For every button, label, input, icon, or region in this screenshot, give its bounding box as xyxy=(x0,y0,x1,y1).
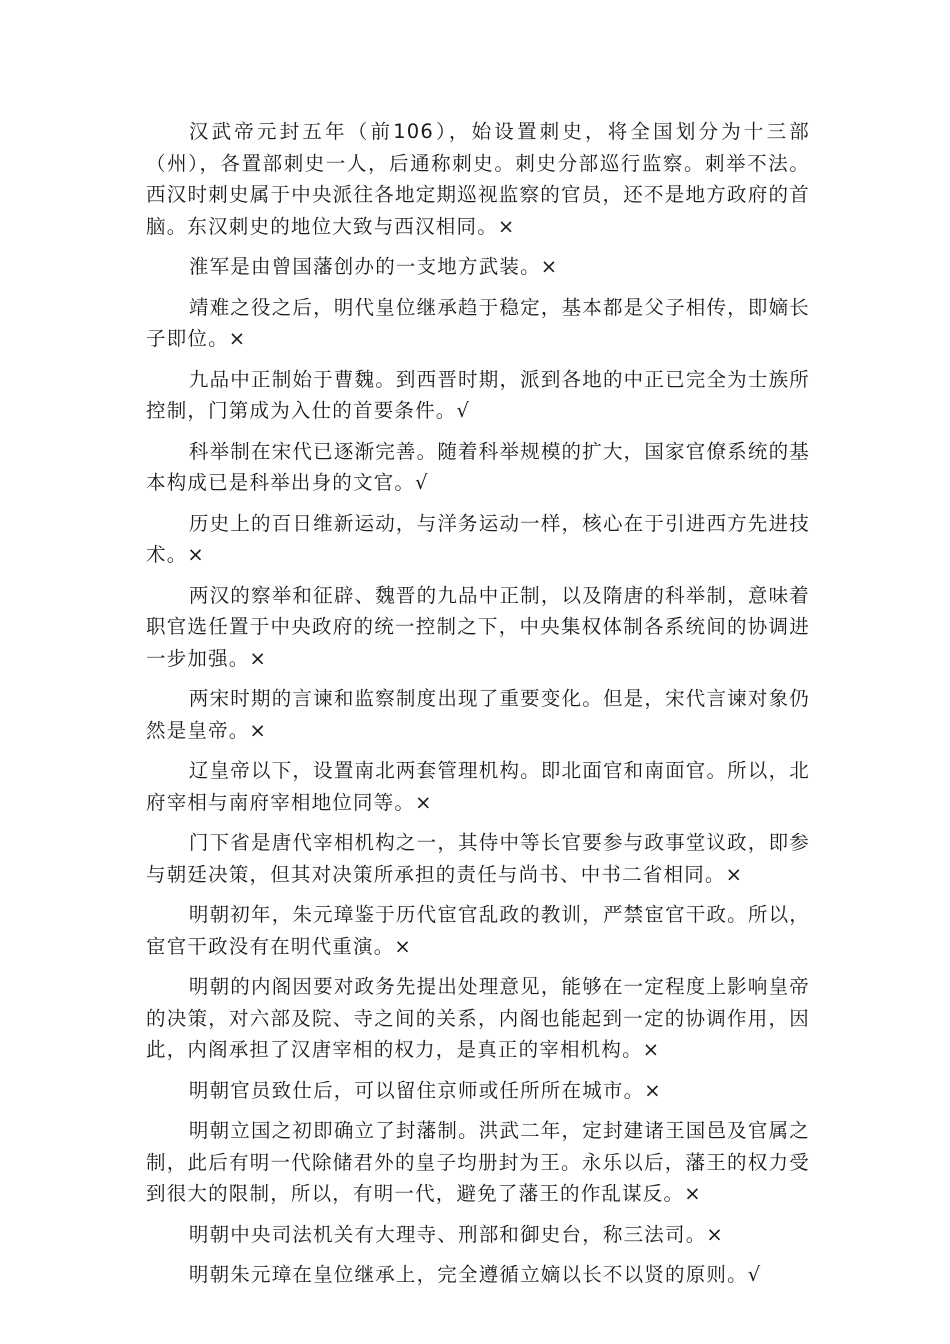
paragraph: 淮军是由曾国藩创办的一支地方武装。× xyxy=(188,255,559,278)
paragraph: 明朝立国之初即确立了封藩制。洪武二年，定封建诸王国邑及官属之制，此后有明一代除储君外的皇子均册封为王。永乐以后，藩王的权力受到很大的限制，所以，有明一代，避免了藩王的作乱谋反。× xyxy=(146,1119,810,1205)
paragraph: 明朝朱元璋在皇位继承上，完全遵循立嫡以长不以贤的原则。√ xyxy=(188,1263,762,1286)
paragraph: 辽皇帝以下，设置南北两套管理机构。即北面官和南面官。所以，北府宰相与南府宰相地位同等。× xyxy=(146,759,810,814)
paragraph: 靖难之役之后，明代皇位继承趋于稳定，基本都是父子相传，即嫡长子即位。× xyxy=(146,295,810,350)
paragraph: 汉武帝元封五年（前106），始设置刺史，将全国划分为十三部（州），各置部刺史一人，后通称刺史。刺史分部巡行监察。刺举不法。西汉时刺史属于中央派往各地定期巡视监察的官员，还不是地方政府的首脑。东汉刺史的地位大致与西汉相同。× xyxy=(146,120,810,238)
paragraph: 明朝的内阁因要对政务先提出处理意见，能够在一定程度上影响皇帝的决策，对六部及院、寺之间的关系，内阁也能起到一定的协调作用，因此，内阁承担了汉唐宰相的权力，是真正的宰相机构。× xyxy=(146,975,810,1061)
paragraph: 两宋时期的言谏和监察制度出现了重要变化。但是，宋代言谏对象仍然是皇帝。× xyxy=(146,687,810,742)
paragraph: 明朝中央司法机关有大理寺、刑部和御史台，称三法司。× xyxy=(188,1222,724,1246)
paragraph: 明朝初年，朱元璋鉴于历代宦官乱政的教训，严禁宦官干政。所以，宦官干政没有在明代重演。× xyxy=(146,903,810,958)
paragraph: 明朝官员致仕后，可以留住京师或任所所在城市。× xyxy=(188,1078,662,1102)
paragraph: 两汉的察举和征辟、魏晋的九品中正制，以及隋唐的科举制，意味着职官选任置于中央政府的统一控制之下，中央集权体制各系统间的协调进一步加强。× xyxy=(146,583,810,670)
paragraph: 九品中正制始于曹魏。到西晋时期，派到各地的中正已完全为士族所控制，门第成为入仕的首要条件。√ xyxy=(146,367,810,422)
paragraph: 门下省是唐代宰相机构之一，其侍中等长官要参与政事堂议政，即参与朝廷决策，但其对决策所承担的责任与尚书、中书二省相同。× xyxy=(146,831,810,886)
paragraph: 历史上的百日维新运动，与洋务运动一样，核心在于引进西方先进技术。× xyxy=(146,511,810,566)
document-body xyxy=(146,116,810,1300)
paragraph: 科举制在宋代已逐渐完善。随着科举规模的扩大，国家官僚系统的基本构成已是科举出身的文官。√ xyxy=(146,439,810,494)
